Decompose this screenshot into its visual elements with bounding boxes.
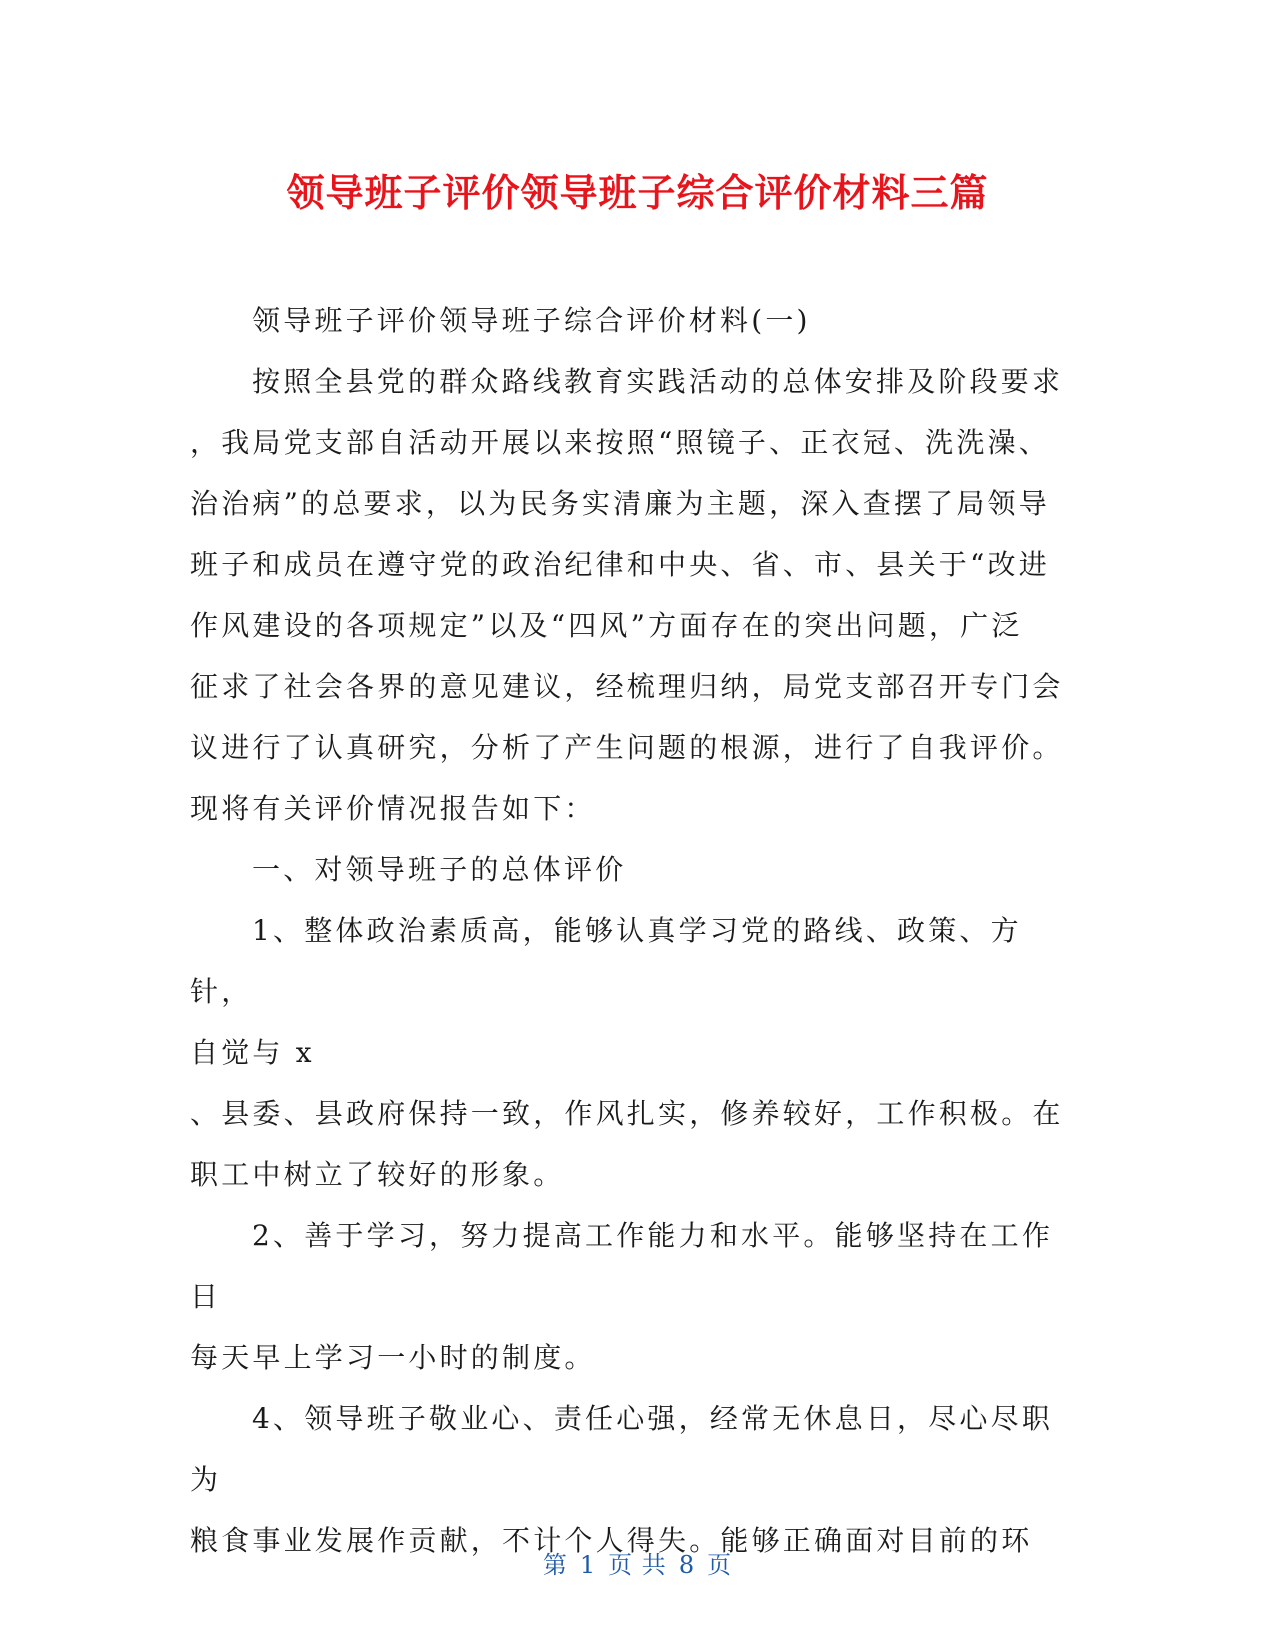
text-line: ，我局党支部自活动开展以来按照“照镜子、正衣冠、洗洗澡、 — [190, 426, 1050, 459]
text-line: 1、整体政治素质高，能够认真学习党的路线、政策、方针， — [190, 914, 1022, 1008]
text-line: 自觉与 x — [190, 1036, 315, 1069]
text-line: 每天早上学习一小时的制度。 — [190, 1341, 596, 1374]
footer-suffix: 页 — [707, 1551, 733, 1579]
footer-prefix: 第 — [542, 1551, 568, 1579]
text-line: 征求了社会各界的意见建议，经梳理归纳，局党支部召开专门会 — [190, 670, 1064, 703]
text-line: 议进行了认真研究，分析了产生问题的根源，进行了自我评价。 — [190, 731, 1064, 764]
text-line: 、县委、县政府保持一致，作风扎实，修养较好，工作积极。在 — [190, 1097, 1064, 1130]
text-line: 班子和成员在遵守党的政治纪律和中央、省、市、县关于“改进 — [190, 548, 1050, 581]
text-line: 现将有关评价情况报告如下： — [190, 792, 596, 825]
section-heading: 一、对领导班子的总体评价 — [252, 853, 627, 886]
page-footer — [0, 1545, 1275, 1580]
text-line: 职工中树立了较好的形象。 — [190, 1158, 565, 1191]
text-line: 粮食事业发展作贡献，不计个人得失。能够正确面对目前的环 — [190, 1524, 1033, 1557]
footer-middle: 页 共 — [608, 1551, 667, 1579]
text-line: 治治病”的总要求，以为民务实清廉为主题，深入查摆了局领导 — [190, 487, 1050, 520]
text-line: 2、善于学习，努力提高工作能力和水平。能够坚持在工作日 — [190, 1219, 1054, 1313]
document-title: 领导班子评价领导班子综合评价材料三篇 — [286, 171, 989, 215]
total-pages-number: 8 — [678, 1551, 696, 1579]
text-line: 作风建设的各项规定”以及“四风”方面存在的突出问题，广泛 — [190, 609, 1023, 642]
text-line: 4、领导班子敬业心、责任心强，经常无休息日，尽心尽职为 — [190, 1402, 1054, 1496]
current-page-number: 1 — [579, 1551, 597, 1579]
section-heading: 领导班子评价领导班子综合评价材料(一) — [252, 304, 811, 337]
text-line: 按照全县党的群众路线教育实践活动的总体安排及阶段要求 — [252, 365, 1064, 398]
document-body — [190, 290, 1080, 1571]
